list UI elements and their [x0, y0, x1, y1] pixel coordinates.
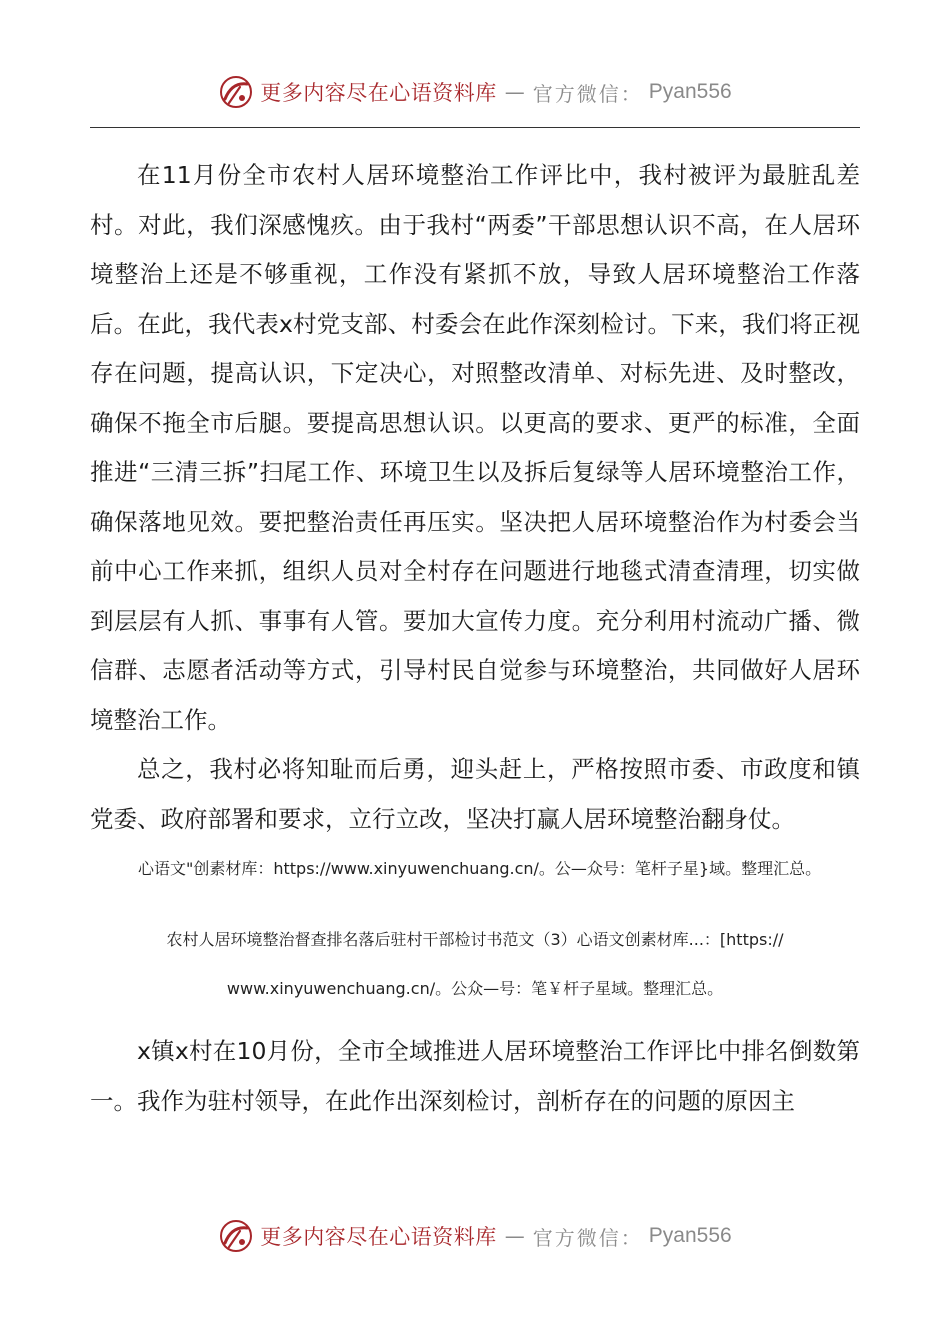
- body-paragraph-3: x镇x村在10月份，全市全域推进人居环境整治工作评比中排名倒数第一。我作为驻村领导，在此作出深刻检讨，剖析存在的问题的原因主: [90, 1037, 860, 1115]
- body-paragraph-2: 总之，我村必将知耻而后勇，迎头赶上，严格按照市委、市政度和镇党委、政府部署和要求，立行立改，坚决打赢人居环境整治翻身仗。: [90, 755, 860, 833]
- section-title-line-1: 农村人居环境整治督查排名落后驻村干部检讨书范文（3）心语文创素材库...：[https://: [166, 930, 784, 949]
- wechat-label: 官方微信：: [532, 81, 643, 106]
- brand-logo-icon: [218, 1218, 254, 1254]
- header-divider: [90, 127, 860, 128]
- footer-banner: [0, 1216, 950, 1256]
- source-note: 心语文"创素材库：https://www.xinyuwenchuang.cn/。公—众号：笔杆子星}域。整理汇总。: [138, 859, 822, 878]
- brand-logo-icon: [218, 74, 254, 110]
- wechat-label: 官方微信：: [532, 1225, 643, 1250]
- document-body: [90, 151, 860, 1126]
- body-paragraph-1: 在11月份全市农村人居环境整治工作评比中，我村被评为最脏乱差村。对此，我们深感愧疚。由于我村“两委”干部思想认识不高，在人居环境整治上还是不够重视，工作没有紧抓不放，导致人居环境整治工作落后。在此，我代表x村党支部、村委会在此作深刻检讨。下来，我们将正视存在问题，提高认识，下定决心，对照整改清单、对标先进、及时整改，确保不拖全市后腿。要提高思想认识。以更高的要求、更严的标准，全面推进“三清三拆”扫尾工作、环境卫生以及拆后复绿等人居环境整治工作，确保落地见效。要把整治责任再压实。坚决把人居环境整治作为村委会当前中心工作来抓，组织人员对全村存在问题进行地毯式清查清理，切实做到层层有人抓、事事有人管。要加大宣传力度。充分利用村流动广播、微信群、志愿者活动等方式，引导村民自觉参与环境整治，共同做好人居环境整治工作。: [90, 161, 860, 734]
- promo-text: 更多内容尽在心语资料库: [260, 81, 497, 105]
- wechat-id: Pyan556: [648, 1224, 732, 1247]
- banner-dash: —: [504, 1224, 525, 1248]
- promo-text: 更多内容尽在心语资料库: [260, 1225, 497, 1249]
- header-banner: [0, 72, 950, 112]
- wechat-id: Pyan556: [648, 80, 732, 103]
- section-title-line-2: www.xinyuwenchuang.cn/。公众—号：笔￥杆子星域。整理汇总。: [226, 979, 724, 998]
- banner-dash: —: [504, 80, 525, 104]
- spacer: [90, 1013, 860, 1027]
- spacer: [90, 893, 860, 915]
